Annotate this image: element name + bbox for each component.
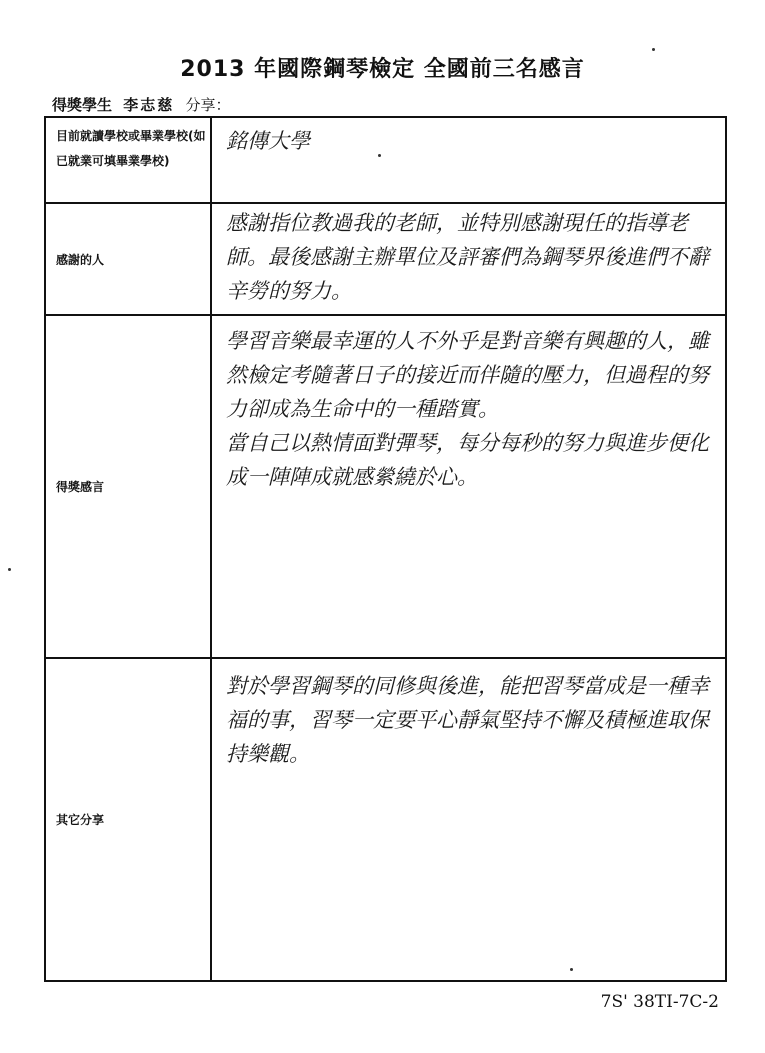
awardee-label: 得獎學生 — [52, 96, 113, 114]
label-thanks: 感謝的人 — [46, 204, 212, 314]
other-text: 對於學習鋼琴的同修與後進，能把習琴當成是一種幸福的事，習琴一定要平心靜氣堅持不懈及積極進取保持樂觀。 — [226, 674, 709, 766]
value-school — [212, 118, 725, 202]
school-name: 銘傳大學 — [226, 129, 310, 153]
awardee-line — [52, 94, 237, 115]
label-other: 其它分享 — [46, 659, 212, 980]
row-thanks — [46, 204, 725, 316]
value-speech — [212, 316, 725, 657]
row-speech — [46, 316, 725, 659]
thanks-text: 感謝指位教過我的老師，並特別感謝現任的指導老師。最後感謝主辦單位及評審們為鋼琴界後進們不辭辛勞的努力。 — [226, 211, 709, 303]
row-other — [46, 659, 725, 980]
awardee-name: 李志慈 — [123, 96, 175, 114]
document-code: 7S' 38TI-7C-2 — [600, 992, 719, 1012]
value-other — [212, 659, 725, 980]
value-thanks — [212, 204, 725, 314]
speech-paragraph-1: 學習音樂最幸運的人不外乎是對音樂有興趣的人，雖然檢定考隨著日子的接近而伴隨的壓力，但過程的努力卻成為生命中的一種踏實。 — [226, 329, 709, 421]
testimonial-form — [44, 116, 727, 982]
scan-speck — [378, 154, 381, 157]
share-label: 分享： — [185, 96, 231, 114]
label-school: 目前就讀學校或畢業學校(如已就業可填畢業學校) — [46, 118, 212, 202]
scan-speck — [652, 48, 655, 51]
label-speech: 得獎感言 — [46, 316, 212, 657]
scan-speck — [8, 568, 11, 571]
page-title: 2013 年國際鋼琴檢定 全國前三名感言 — [180, 57, 585, 82]
scan-speck — [570, 968, 573, 971]
row-school — [46, 118, 725, 204]
speech-paragraph-2: 當自己以熱情面對彈琴，每分每秒的努力與進步便化成一陣陣成就感縈繞於心。 — [226, 431, 709, 489]
